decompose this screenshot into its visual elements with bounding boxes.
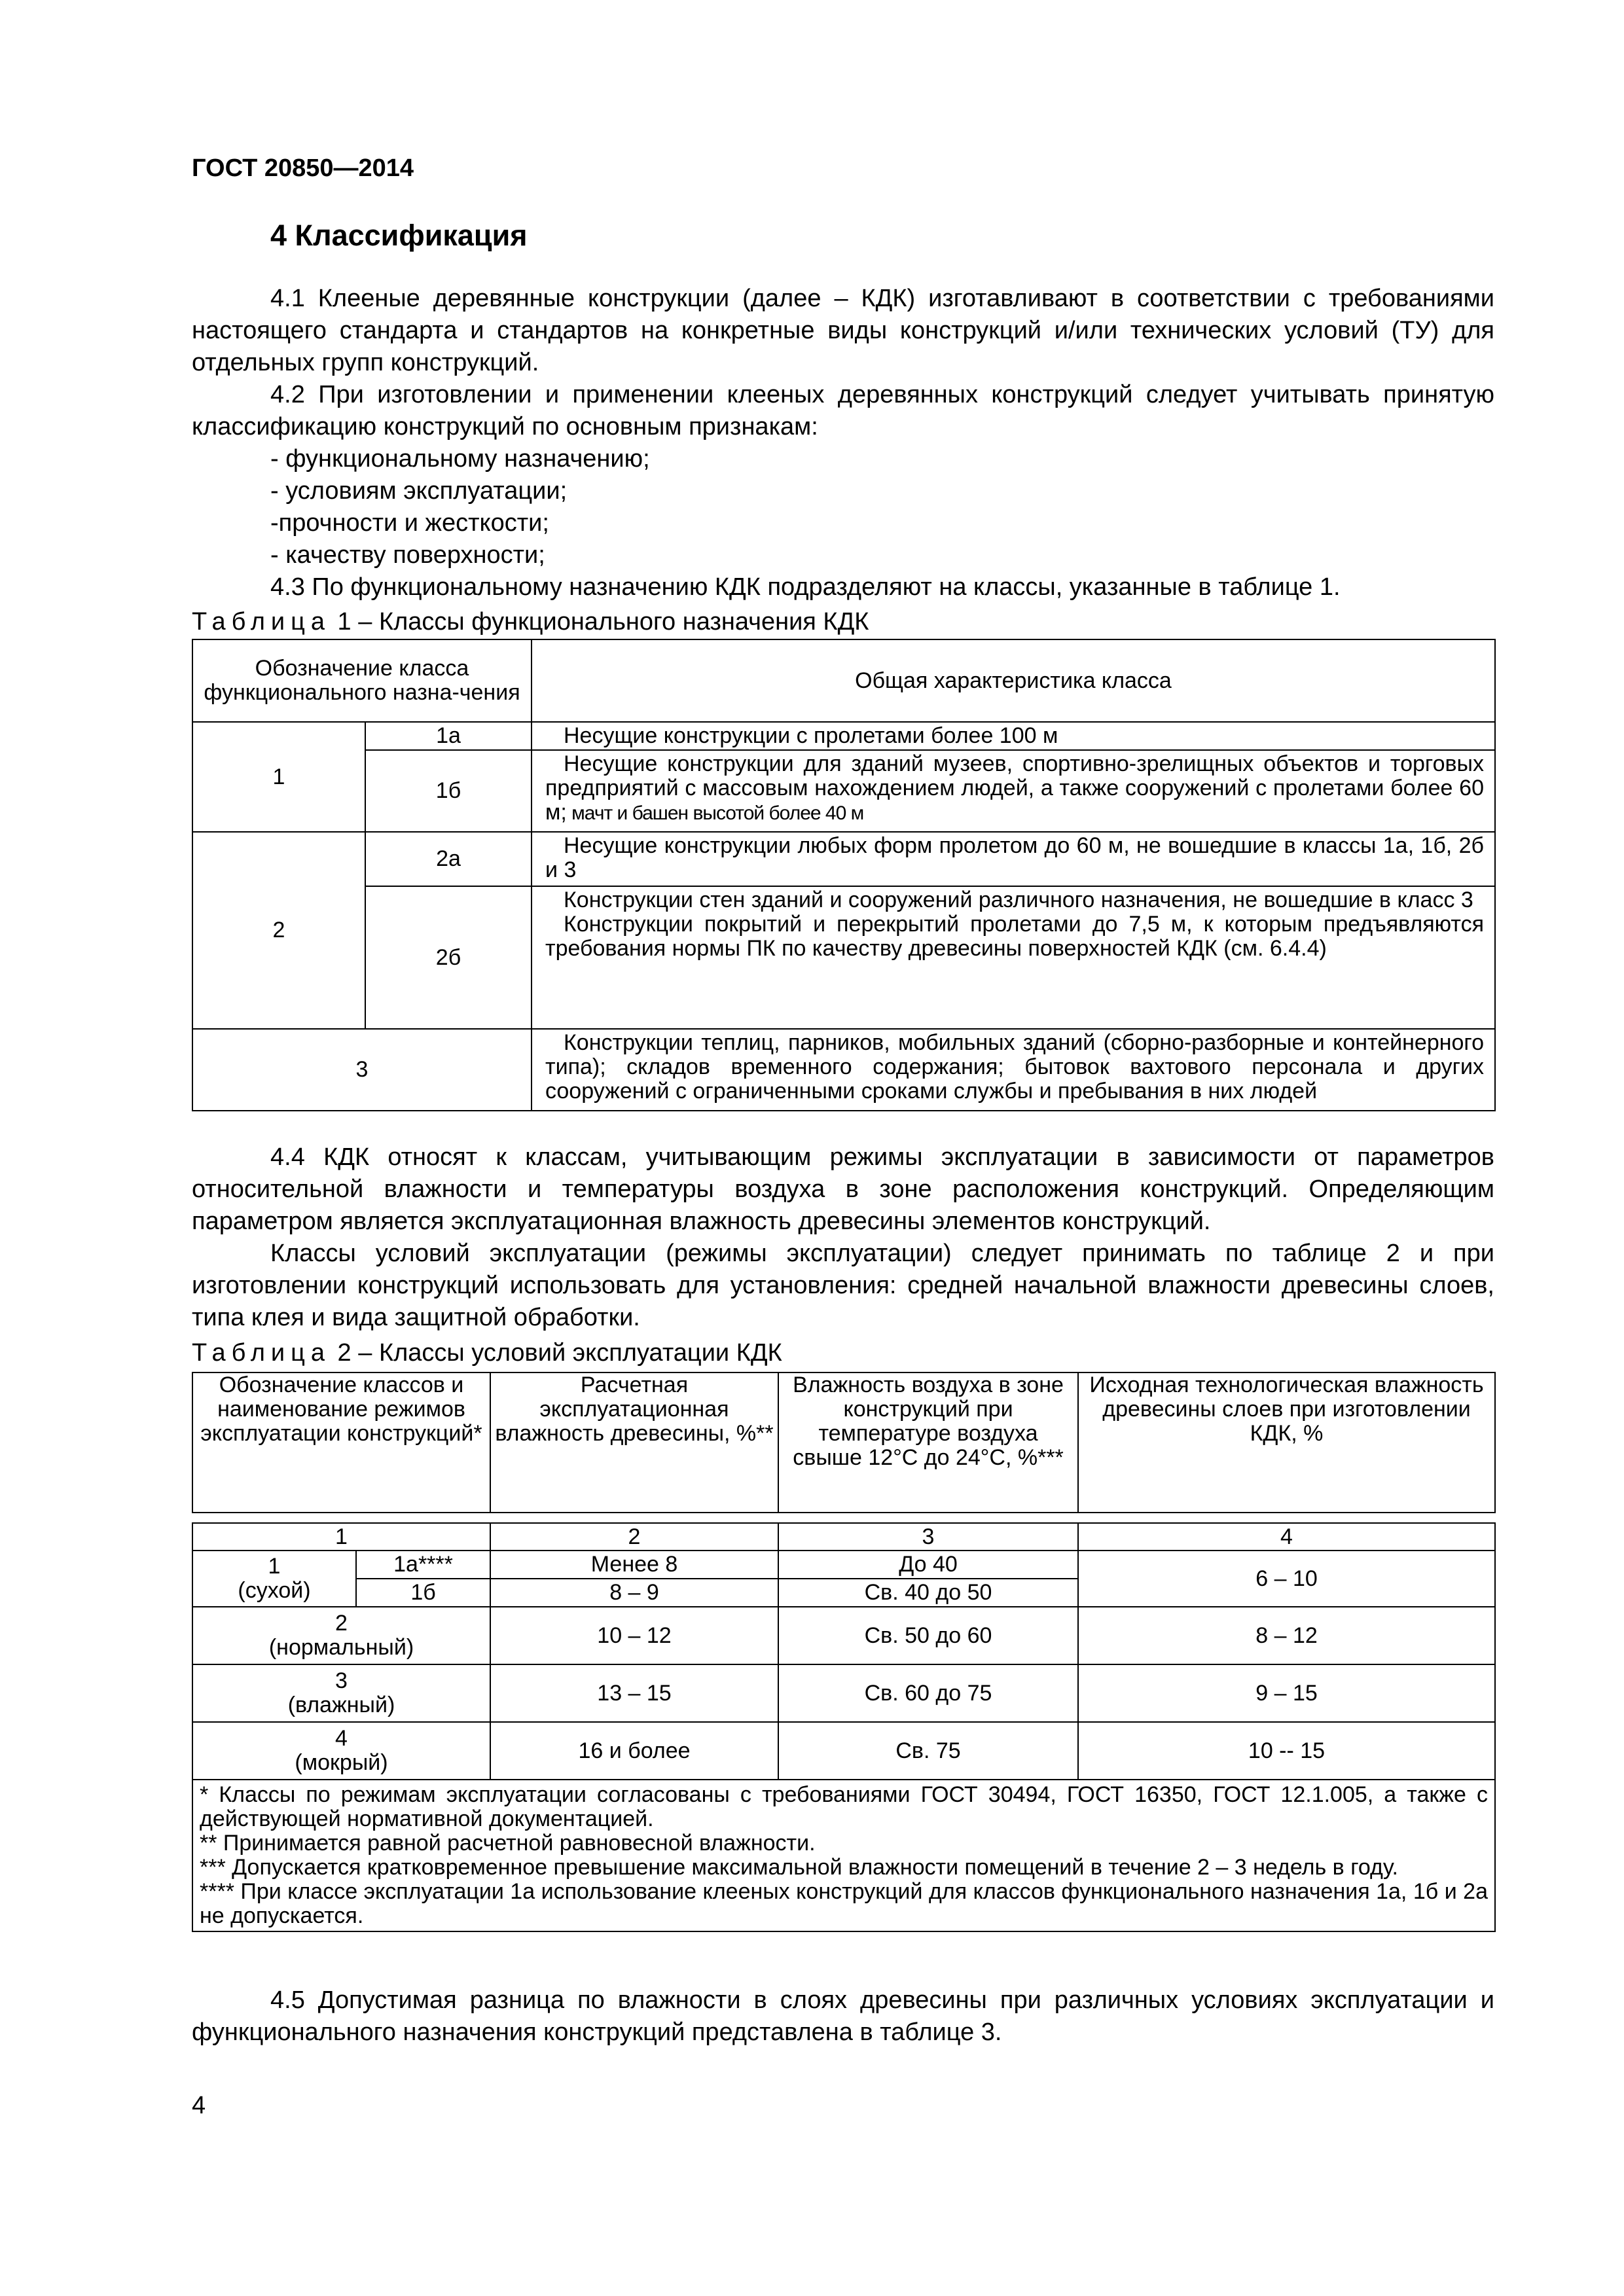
- table1-class-cell: 2: [192, 832, 365, 1029]
- table2-cell: 9 – 15: [1078, 1664, 1495, 1722]
- table2-cell: Св. 40 до 50: [778, 1579, 1078, 1607]
- table-row: [192, 832, 1495, 886]
- table1-subclass-cell: 1б: [365, 750, 532, 832]
- table2-caption-text: 2 – Классы условий эксплуатации КДК: [331, 1339, 782, 1367]
- table1-description-text: Несущие конструкции для зданий музеев, спортивно-зрелищных объектов и торговых предприятий с массовым нахождением людей, а также сооружений с пролетами более 60 м;: [545, 751, 1484, 825]
- table2-column-number: 1: [192, 1523, 490, 1551]
- page-number: 4: [192, 2092, 206, 2119]
- table2-note: ** Принимается равной расчетной равновесной влажности.: [200, 1831, 816, 1856]
- table2-class-number: 4: [335, 1726, 348, 1751]
- table1-subclass-cell: 2б: [365, 886, 532, 1029]
- paragraph-4-4: 4.4 КДК относят к классам, учитывающим режимы эксплуатации в зависимости от параметров относительной влажности и температуры воздуха в зоне расположения конструкций. Определяющим параметром является эксплуатационная влажность древесины элементов конструкций.: [192, 1143, 1494, 1235]
- table2-note: * Классы по режимам эксплуатации согласованы с требованиями ГОСТ 30494, ГОСТ 16350, ГОСТ 12.1.005, а также с действующей нормативной документацией.: [200, 1782, 1489, 1831]
- table2-class-number: 3: [335, 1668, 348, 1693]
- table-row: [192, 722, 1495, 750]
- table1-class-cell: 1: [192, 722, 365, 832]
- table1-description-text-small: мачт и башен высотой более 40 м: [566, 802, 864, 824]
- table2-note: *** Допускается кратковременное превышение максимальной влажности помещений в течение 2 – 3 недель в году.: [200, 1855, 1398, 1880]
- paragraph-4-4-continued: Классы условий эксплуатации (режимы эксплуатации) следует принимать по таблице 2 и при изготовлении конструкций использовать для установления: средней начальной влажности древесины слоев, типа клея и вида защитной обработки.: [192, 1240, 1494, 1331]
- table1-subclass-cell: 1а: [365, 722, 532, 750]
- table2-cell: 10 -- 15: [1078, 1722, 1495, 1780]
- table2-note: **** При классе эксплуатации 1а использование клееных конструкций для классов функционального назначения 1а, 1б и 2а не допускается.: [200, 1879, 1489, 1928]
- table2-cell: Св. 50 до 60: [778, 1607, 1078, 1664]
- table2-header-cell: Влажность воздуха в зоне конструкций при температуре воздуха свыше 12°С до 24°С, %***: [778, 1372, 1078, 1513]
- section-title: 4 Классификация: [270, 219, 528, 252]
- table-row: [192, 1607, 1495, 1664]
- table-row: [192, 1523, 1495, 1551]
- table2-cell: Менее 8: [490, 1551, 778, 1579]
- table-row-separator: [192, 1513, 1495, 1523]
- table2-class-cell: [192, 1607, 490, 1664]
- paragraph-4-3: 4.3 По функциональному назначению КДК подразделяют на классы, указанные в таблице 1.: [270, 573, 1341, 601]
- paragraph-4-2: 4.2 При изготовлении и применении клееных деревянных конструкций следует учитывать принятую классификацию конструкций по основным признакам:: [192, 381, 1494, 440]
- table2-class-mode: (мокрый): [295, 1750, 388, 1775]
- table-row: [192, 1664, 1495, 1722]
- table2: [192, 1372, 1496, 1932]
- table2-cell: 10 – 12: [490, 1607, 778, 1664]
- table2-cell: Св. 75: [778, 1722, 1078, 1780]
- table-row: [192, 1372, 1495, 1513]
- table1-subclass-cell: 2а: [365, 832, 532, 886]
- table1-caption-text: 1 – Классы функционального назначения КДК: [331, 608, 869, 636]
- table-row: [192, 1029, 1495, 1111]
- table2-header-cell: Расчетная эксплуатационная влажность древесины, %**: [490, 1372, 778, 1513]
- table2-class-cell: [192, 1722, 490, 1780]
- table1-caption-label: Таблица: [192, 608, 331, 636]
- table2-class-mode: (влажный): [287, 1693, 395, 1717]
- table-row: [192, 639, 1495, 722]
- table1-description-cell: [532, 886, 1495, 1029]
- table-row: [192, 1722, 1495, 1780]
- table2-class-number: 1: [268, 1554, 281, 1579]
- table1-description-cell: Конструкции теплиц, парников, мобильных зданий (сборно-разборные и контейнерного типа); складов временного содержания; бытовок вахтового персонала и других сооружений с ограниченными сроками службы и пребывания в них людей: [532, 1029, 1495, 1111]
- table2-header-cell: Исходная технологическая влажность древесины слоев при изготовлении КДК, %: [1078, 1372, 1495, 1513]
- list-item: - функциональному назначению;: [270, 445, 650, 473]
- table2-separator-cell: [1078, 1513, 1495, 1523]
- table1-caption: [192, 607, 869, 636]
- table2-subclass-cell: 1б: [356, 1579, 490, 1607]
- table2-caption: [192, 1338, 782, 1367]
- table1-description-cell: Несущие конструкции с пролетами более 100 м: [532, 722, 1495, 750]
- table2-separator-cell: [490, 1513, 778, 1523]
- table2-separator-cell: [778, 1513, 1078, 1523]
- table2-column-number: 3: [778, 1523, 1078, 1551]
- table1-class-cell: 3: [192, 1029, 532, 1111]
- table2-caption-label: Таблица: [192, 1339, 331, 1367]
- table-row: [192, 1780, 1495, 1931]
- table1-description-cell: Несущие конструкции любых форм пролетом до 60 м, не вошедшие в классы 1а, 1б, 2б и 3: [532, 832, 1495, 886]
- list-item: -прочности и жесткости;: [270, 509, 549, 537]
- table2-cell: 13 – 15: [490, 1664, 778, 1722]
- table2-separator-cell: [192, 1513, 490, 1523]
- table1-description-text: Конструкции стен зданий и сооружений различного назначения, не вошедшие в класс 3: [564, 888, 1473, 912]
- table2-class-mode: (нормальный): [268, 1635, 414, 1660]
- table2-cell: 8 – 9: [490, 1579, 778, 1607]
- table2-class-cell: [192, 1551, 356, 1607]
- list-item: - качеству поверхности;: [270, 541, 545, 569]
- table2-class-mode: (сухой): [238, 1578, 311, 1603]
- table-row: [192, 1551, 1495, 1579]
- table2-subclass-cell: 1а****: [356, 1551, 490, 1579]
- table1-description-cell: [532, 750, 1495, 832]
- table2-notes: [192, 1780, 1495, 1931]
- table2-cell: 6 – 10: [1078, 1551, 1495, 1607]
- table2-class-number: 2: [335, 1611, 348, 1636]
- table1-header-description: Общая характеристика класса: [532, 639, 1495, 722]
- table2-header-cell: Обозначение классов и наименование режимов эксплуатации конструкций*: [192, 1372, 490, 1513]
- paragraph-4-5: 4.5 Допустимая разница по влажности в слоях древесины при различных условиях эксплуатации и функционального назначения конструкций представлена в таблице 3.: [192, 1986, 1494, 2046]
- table2-class-cell: [192, 1664, 490, 1722]
- table2-column-number: 4: [1078, 1523, 1495, 1551]
- table2-cell: Св. 60 до 75: [778, 1664, 1078, 1722]
- table1-description-text: Конструкции покрытий и перекрытий пролетами до 7,5 м, к которым предъявляются требования нормы ПК по качеству древесины поверхностей КДК (см. 6.4.4): [545, 912, 1484, 961]
- classification-list: [270, 443, 650, 571]
- table1-header-class: Обозначение класса функционального назна-чения: [192, 639, 532, 722]
- document-header: ГОСТ 20850—2014: [192, 154, 414, 182]
- table1: [192, 639, 1496, 1111]
- list-item: - условиям эксплуатации;: [270, 477, 568, 505]
- table2-cell: 8 – 12: [1078, 1607, 1495, 1664]
- table2-cell: До 40: [778, 1551, 1078, 1579]
- table-row: [192, 886, 1495, 1029]
- table2-cell: 16 и более: [490, 1722, 778, 1780]
- table-row: [192, 750, 1495, 832]
- paragraph-4-1: 4.1 Клееные деревянные конструкции (далее – КДК) изготавливают в соответствии с требованиями настоящего стандарта и стандартов на конкретные виды конструкций и/или технических условий (ТУ) для отдельных групп конструкций.: [192, 285, 1494, 376]
- table2-column-number: 2: [490, 1523, 778, 1551]
